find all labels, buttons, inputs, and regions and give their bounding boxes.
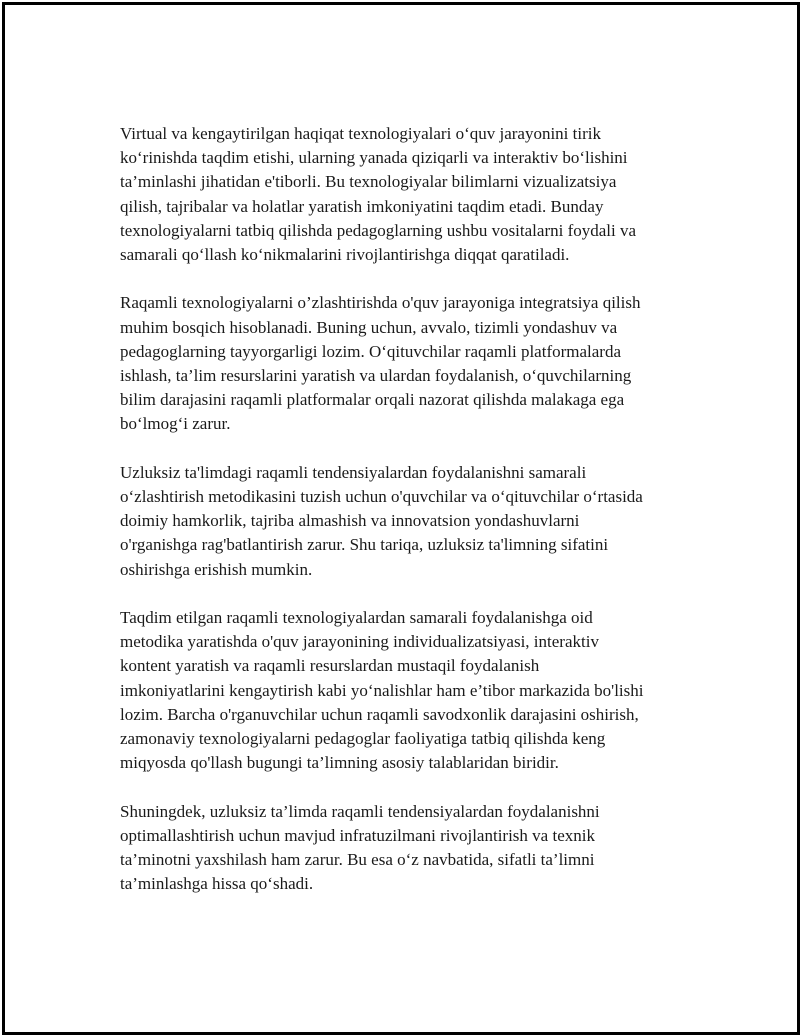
text-line: Shuningdek, uzluksiz ta’limda raqamli tendensiyalardan foydalanishni	[120, 801, 600, 821]
text-line: oshirishga erishish mumkin.	[120, 559, 313, 579]
text-line: muhim bosqich hisoblanadi. Buning uchun, avvalo, tizimli yondashuv va	[120, 317, 618, 337]
text-line: bilim darajasini raqamli platformalar orqali nazorat qilishda malakaga ega	[120, 390, 625, 410]
page-frame	[2, 2, 800, 1035]
paragraph-5	[120, 800, 680, 897]
text-line: kontent yaratish va raqamli resurslardan mustaqil foydalanish	[120, 656, 540, 676]
text-line: imkoniyatlarini kengaytirish kabi yo‘nalishlar ham e’tibor markazida bo'lishi	[120, 680, 644, 700]
text-line: lozim. Barcha o'rganuvchilar uchun raqamli savodxonlik darajasini oshirish,	[120, 704, 639, 724]
text-line: texnologiyalarni tatbiq qilishda pedagoglarning ushbu vositalarni foydali va	[120, 220, 637, 240]
text-line: qilish, tajribalar va holatlar yaratish imkoniyatini taqdim etadi. Bunday	[120, 196, 604, 216]
text-line: optimallashtirish uchun mavjud infratuzilmani rivojlantirish va texnik	[120, 825, 595, 845]
document-body	[120, 122, 680, 921]
text-line: ta’minlashi jihatidan e'tiborli. Bu texnologiyalar bilimlarni vizualizatsiya	[120, 172, 617, 192]
text-line: o‘zlashtirish metodikasini tuzish uchun o'quvchilar va o‘qituvchilar o‘rtasida	[120, 487, 643, 507]
text-line: miqyosda qo'llash bugungi ta’limning asosiy talablaridan biridir.	[120, 753, 559, 773]
text-line: Uzluksiz ta'limdagi raqamli tendensiyalardan foydalanishni samarali	[120, 462, 587, 482]
text-line: doimiy hamkorlik, tajriba almashish va innovatsion yondashuvlarni	[120, 511, 580, 531]
paragraph-4	[120, 606, 680, 775]
text-line: samarali qo‘llash ko‘nikmalarini rivojlantirishga diqqat qaratiladi.	[120, 245, 570, 265]
text-line: ta’minlashga hissa qo‘shadi.	[120, 874, 314, 894]
text-line: ishlash, ta’lim resurslarini yaratish va ulardan foydalanish, o‘quvchilarning	[120, 366, 632, 386]
paragraph-2	[120, 291, 680, 436]
text-line: ko‘rinishda taqdim etishi, ularning yanada qiziqarli va interaktiv bo‘lishini	[120, 148, 628, 168]
paragraph-3	[120, 461, 680, 582]
text-line: Taqdim etilgan raqamli texnologiyalardan samarali foydalanishga oid	[120, 608, 593, 628]
text-line: ta’minotni yaxshilash ham zarur. Bu esa o‘z navbatida, sifatli ta’limni	[120, 850, 595, 870]
text-line: o'rganishga rag'batlantirish zarur. Shu tariqa, uzluksiz ta'limning sifatini	[120, 535, 609, 555]
text-line: Raqamli texnologiyalarni o’zlashtirishda o'quv jarayoniga integratsiya qilish	[120, 293, 641, 313]
text-line: metodika yaratishda o'quv jarayonining individualizatsiyasi, interaktiv	[120, 632, 599, 652]
text-line: Virtual va kengaytirilgan haqiqat texnologiyalari o‘quv jarayonini tirik	[120, 124, 601, 143]
text-line: zamonaviy texnologiyalarni pedagoglar faoliyatiga tatbiq qilishda keng	[120, 729, 606, 749]
paragraph-1	[120, 122, 680, 267]
text-line: pedagoglarning tayyorgarligi lozim. O‘qituvchilar raqamli platformalarda	[120, 341, 622, 361]
text-line: bo‘lmog‘i zarur.	[120, 414, 231, 434]
